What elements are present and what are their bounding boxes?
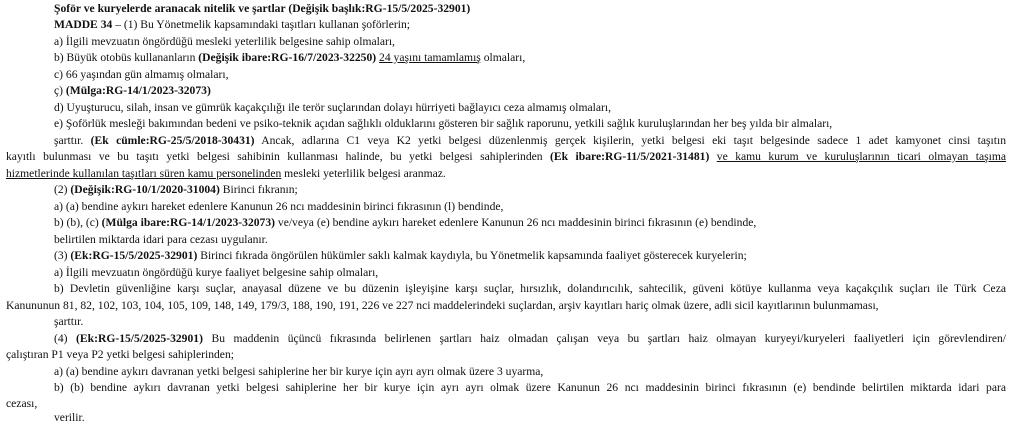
clause-2b: b) (b), (c) (Mülga ibare:RG-14/1/2023-32073) ve/veya (e) bendine aykırı hareket edenlere Kanunun 26 ncı maddesinin birinci fıkrasının (e) bendinde, (54, 216, 757, 229)
closing-verilir: verilir. (54, 411, 85, 424)
amendment-note: (Ek:RG-15/5/2025-32901) (76, 332, 203, 345)
amendment-note: (Mülga:RG-14/1/2023-32073) (65, 84, 211, 97)
paragraph-2: (2) (Değişik:RG-10/1/2020-31004) Birinci fıkranın; (54, 183, 298, 196)
clause-1a: a) İlgili mevzuatın öngördüğü mesleki yeterlilik belgesine sahip olmaları, (54, 35, 395, 48)
clause-4b-line-1: b) (b) bendine aykırı davranan yetki belgesi sahiplerine her bir kurye için ayrı ayrı olmak üzere Kanunun 26 ncı maddesinin birinci fıkrasının (e) bendinde belirtilen miktarda idari para (54, 381, 1006, 394)
sartlar-line-3: hizmetlerinde kullanılan taşıtları süren kamu personelinden mesleki yeterlilik belgesi aranmaz. (6, 167, 446, 180)
article-number: MADDE 34 (54, 18, 113, 31)
article-title: Şoför ve kuryelerde aranacak nitelik ve şartlar (Değişik başlık:RG-15/5/2025-32901) (54, 2, 471, 15)
amendment-note: (Mülga ibare:RG-14/1/2023-32073) (101, 216, 275, 229)
sartlar-line-1: şarttır. (Ek cümle:RG-25/5/2018-30431) Ancak, adlarına C1 veya K2 yetki belgesi düzenlenmiş gerçek kişilerin, yetki belgesi eki taşıt belgesinde sadece 1 adet kamyonet cinsi taşıtın (54, 134, 1007, 147)
amendment-note: (Değişik ibare:RG-16/7/2023-32250) (198, 51, 377, 64)
clause-4b-line-2: cezası, (6, 397, 38, 410)
amendment-note: (Ek cümle:RG-25/5/2018-30431) (90, 134, 255, 147)
amendment-note: (Değişik:RG-10/1/2020-31004) (70, 183, 220, 196)
clause-3a: a) İlgili mevzuatın öngördüğü kurye faaliyet belgesine sahip olmaları, (54, 266, 379, 279)
amended-phrase: hizmetlerinde kullanılan taşıtları süren kamu personelinden (6, 167, 282, 180)
clause-2a: a) (a) bendine aykırı hareket edenlere Kanunun 26 ncı maddesinin birinci fıkrasının (l) bendinde, (54, 200, 504, 213)
clause-1c: c) 66 yaşından gün almamış olmaları, (54, 68, 229, 81)
amendment-note: (Ek:RG-15/5/2025-32901) (70, 249, 198, 262)
sartlar-line-2: kayıtlı bulunması ve bu taşıtı yetki belgesi sahibinin kullanması halinde, bu yetki belgesi sahiplerinden (Ek ibare:RG-11/5/2021-31481) ve kamu kurum ve kuruluşlarının ticari olmayan taşıma (6, 150, 1007, 163)
article-intro: MADDE 34 – (1) Bu Yönetmelik kapsamındaki taşıtları kullanan şoförlerin; (54, 18, 411, 31)
clause-3b-line-3: şarttır. (54, 315, 84, 328)
paragraph-3: (3) (Ek:RG-15/5/2025-32901) Birinci fıkrada öngörülen hükümler saklı kalmak kaydıyla, bu Yönetmelik kapsamında faaliyet gösterecek kuryelerin; (54, 249, 747, 262)
clause-1d: d) Uyuşturucu, silah, insan ve gümrük kaçakçılığı ile terör suçlarından dolayı hürriyeti bağlayıcı ceza almamış olmaları, (54, 101, 611, 114)
amendment-note: (Değişik başlık:RG-15/5/2025-32901) (288, 2, 471, 15)
clause-1cc: ç) (Mülga:RG-14/1/2023-32073) (54, 84, 211, 97)
clause-3b-line-2: Kanununun 81, 82, 102, 103, 104, 105, 109, 148, 149, 179/3, 188, 190, 191, 226 ve 227 nci maddelerindeki suçlardan, arşiv kayıtları hariç olmak üzere, adli sicil kayıtlarının bulunmaması, (6, 299, 879, 312)
clause-1e: e) Şoförlük mesleği bakımından bedeni ve psiko-teknik açıdan sağlıklı olduklarını gösteren bir sağlık raporunu, yetkili sağlık kuruluşlarından her beş yılda bir almaları, (54, 117, 833, 130)
clause-2c: belirtilen miktarda idari para cezası uygulanır. (54, 233, 268, 246)
clause-3b-line-1: b) Devletin güvenliğine karşı suçlar, anayasal düzene ve bu düzenin işleyişine karşı suçlar, hırsızlık, dolandırıcılık, sahtecilik, güveni kötüye kullanma veya kaçakçılık suçları ile Türk Ceza (54, 282, 1006, 295)
amended-phrase: ve kamu kurum ve kuruluşlarının ticari olmayan taşıma (716, 150, 1007, 163)
clause-1b: b) Büyük otobüs kullananların (Değişik ibare:RG-16/7/2023-32250) 24 yaşını tamamlamış olmaları, (54, 51, 526, 64)
paragraph-4-line-2: çalıştıran P1 veya P2 yetki belgesi sahiplerinden; (6, 348, 234, 361)
amendment-note: (Ek ibare:RG-11/5/2021-31481) (550, 150, 710, 163)
paragraph-4-line-1: (4) (Ek:RG-15/5/2025-32901) Bu maddenin üçüncü fıkrasında belirlenen şartları haiz olmadan çalışan veya bu şartları haiz olmayan kuryeyi/kuryeleri faaliyetleri için görevlendiren/ (54, 332, 1006, 345)
clause-4a: a) (a) bendine aykırı davranan yetki belgesi sahiplerine her bir kurye için ayrı ayrı olmak üzere 3 uyarma, (54, 365, 544, 378)
amended-phrase: 24 yaşını tamamlamış (379, 51, 481, 64)
